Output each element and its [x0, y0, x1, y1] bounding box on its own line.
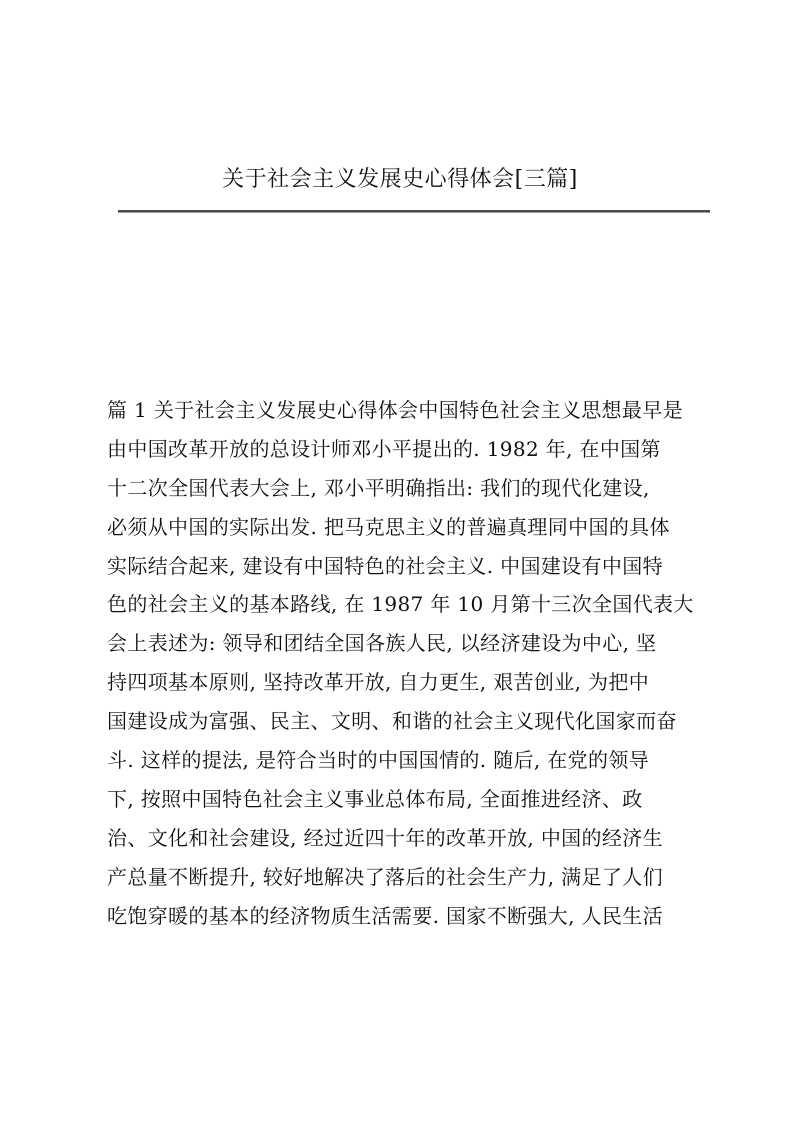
body-line: 产总量不断提升, 较好地解决了落后的社会生产力, 满足了人们	[107, 864, 663, 889]
body-line: 篇 1 关于社会主义发展史心得体会中国特色社会主义思想最早是	[107, 398, 683, 422]
body-line: 实际结合起来, 建设有中国特色的社会主义. 中国建设有中国特	[107, 553, 663, 578]
body-line: 下, 按照中国特色社会主义事业总体布局, 全面推进经济、政	[107, 786, 643, 811]
body-line: 十二次全国代表大会上, 邓小平明确指出: 我们的现代化建设,	[107, 475, 650, 500]
body-line: 斗. 这样的提法, 是符合当时的中国国情的. 随后, 在党的领导	[107, 748, 650, 773]
document-title: 关于社会主义发展史心得体会[三篇]	[222, 167, 578, 192]
body-line: 吃饱穿暖的基本的经济物质生活需要. 国家不断强大, 人民生活	[107, 903, 663, 928]
body-line: 必须从中国的实际出发. 把马克思主义的普遍真理同中国的具体	[107, 514, 670, 539]
body-line: 色的社会主义的基本路线, 在 1987 年 10 月第十三次全国代表大	[107, 592, 694, 617]
body-line: 由中国改革开放的总设计师邓小平提出的. 1982 年, 在中国第	[107, 436, 661, 461]
body-line: 会上表述为: 领导和团结全国各族人民, 以经济建设为中心, 坚	[107, 631, 657, 656]
body-paragraph	[107, 391, 717, 935]
body-line: 国建设成为富强、民主、文明、和谐的社会主义现代化国家而奋	[107, 709, 677, 734]
body-line: 持四项基本原则, 坚持改革开放, 自力更生, 艰苦创业, 为把中	[107, 670, 650, 695]
body-line: 治、文化和社会建设, 经过近四十年的改革开放, 中国的经济生	[107, 825, 663, 850]
title-divider	[118, 210, 710, 213]
